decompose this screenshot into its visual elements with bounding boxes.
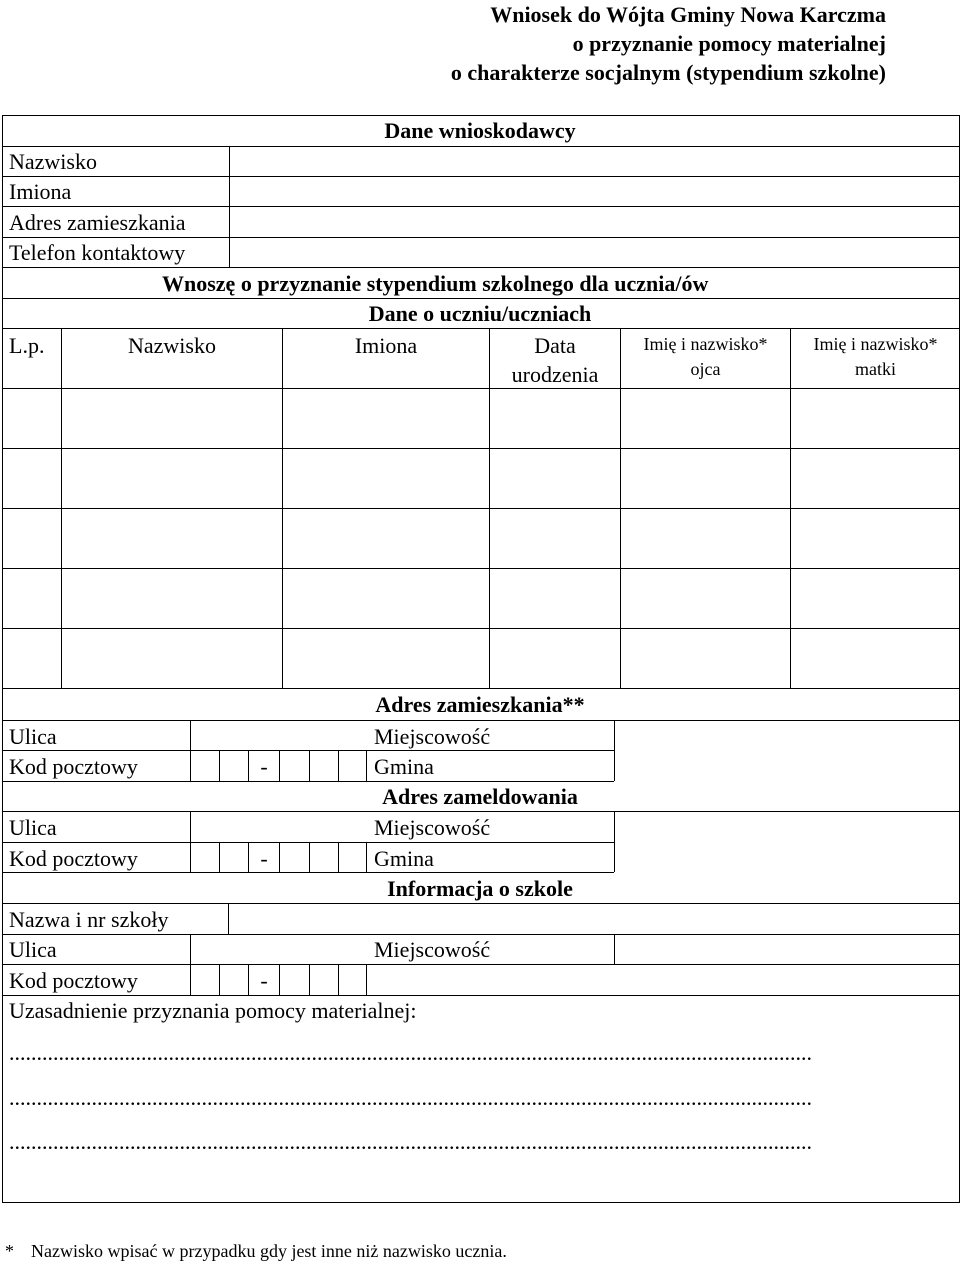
form-title-line-2: o przyznanie pomocy materialnej: [572, 31, 886, 56]
students-heading: Dane o uczniu/uczniach: [368, 301, 592, 326]
form-title-line-1: Wniosek do Wójta Gminy Nowa Karczma: [490, 2, 886, 27]
label-surname: Nazwisko: [9, 149, 97, 174]
registration-city-field[interactable]: [615, 812, 959, 842]
student-row-4[interactable]: [3, 569, 959, 628]
school-street-field[interactable]: [191, 935, 365, 964]
school-name-label: Nazwa i nr szkoły: [9, 907, 169, 932]
label-names: Imiona: [9, 179, 72, 204]
col-father-2: ojca: [690, 359, 721, 379]
residence-city-field[interactable]: [615, 721, 959, 750]
justification-label: Uzasadnienie przyznania pomocy materialnej:: [9, 998, 417, 1023]
col-father-1: Imię i nazwisko*: [643, 334, 768, 354]
registration-street-label: Ulica: [9, 815, 57, 840]
residence-city-label: Miejscowość: [374, 724, 491, 749]
residence-postcode-dash: -: [260, 754, 268, 779]
student-row-1[interactable]: [3, 389, 959, 448]
school-city-field[interactable]: [615, 935, 959, 964]
applicant-phone-field[interactable]: [231, 238, 959, 267]
registration-city-label: Miejscowość: [374, 815, 491, 840]
student-row-2[interactable]: [3, 449, 959, 508]
applicant-names-field[interactable]: [231, 177, 959, 206]
residence-street-field[interactable]: [191, 721, 365, 750]
justification-line-1[interactable]: ..................................................................................................................................................: [9, 1040, 812, 1065]
registration-municipality-field[interactable]: [615, 843, 959, 872]
footnote-marker: *: [5, 1241, 14, 1261]
label-phone: Telefon kontaktowy: [9, 240, 186, 265]
col-mother-1: Imię i nazwisko*: [813, 334, 938, 354]
school-heading: Informacja o szkole: [387, 876, 573, 901]
school-name-field[interactable]: [229, 904, 959, 934]
student-row-5[interactable]: [3, 629, 959, 688]
applicant-surname-field[interactable]: [231, 147, 959, 176]
col-surname: Nazwisko: [128, 333, 216, 358]
residence-street-label: Ulica: [9, 724, 57, 749]
school-street-label: Ulica: [9, 937, 57, 962]
school-postcode-dash: -: [260, 968, 268, 993]
col-mother-2: matki: [855, 359, 896, 379]
school-postcode-label: Kod pocztowy: [9, 968, 138, 993]
registration-postcode-dash: -: [260, 846, 268, 871]
registration-heading: Adres zameldowania: [382, 784, 578, 809]
justification-line-3[interactable]: ..................................................................................................................................................: [9, 1129, 812, 1154]
residence-postcode-field[interactable]: [191, 751, 366, 781]
registration-postcode-field[interactable]: [191, 843, 366, 872]
residence-heading: Adres zamieszkania**: [375, 692, 585, 717]
justification-line-2[interactable]: ..................................................................................................................................................: [9, 1085, 812, 1110]
footnote-text: Nazwisko wpisać w przypadku gdy jest inne niż nazwisko ucznia.: [31, 1241, 507, 1261]
student-row-3[interactable]: [3, 509, 959, 568]
form-title: [451, 0, 886, 87]
col-dob-1: Data: [534, 333, 576, 358]
applicant-heading: Dane wnioskodawcy: [384, 118, 576, 143]
applicant-address-field[interactable]: [231, 207, 959, 237]
residence-postcode-label: Kod pocztowy: [9, 754, 138, 779]
registration-municipality-label: Gmina: [374, 846, 434, 871]
school-postcode-field[interactable]: [191, 965, 366, 995]
request-line: Wnoszę o przyznanie stypendium szkolnego dla ucznia/ów: [162, 271, 709, 296]
col-names: Imiona: [354, 333, 418, 358]
residence-municipality-field[interactable]: [615, 751, 959, 781]
label-address: Adres zamieszkania: [9, 210, 186, 235]
school-city-label: Miejscowość: [374, 937, 491, 962]
registration-street-field[interactable]: [191, 812, 365, 842]
residence-municipality-label: Gmina: [374, 754, 434, 779]
col-lp: L.p.: [9, 333, 45, 358]
registration-postcode-label: Kod pocztowy: [9, 846, 138, 871]
col-dob-2: urodzenia: [511, 362, 599, 387]
form-title-line-3: o charakterze socjalnym (stypendium szkolne): [450, 60, 886, 85]
